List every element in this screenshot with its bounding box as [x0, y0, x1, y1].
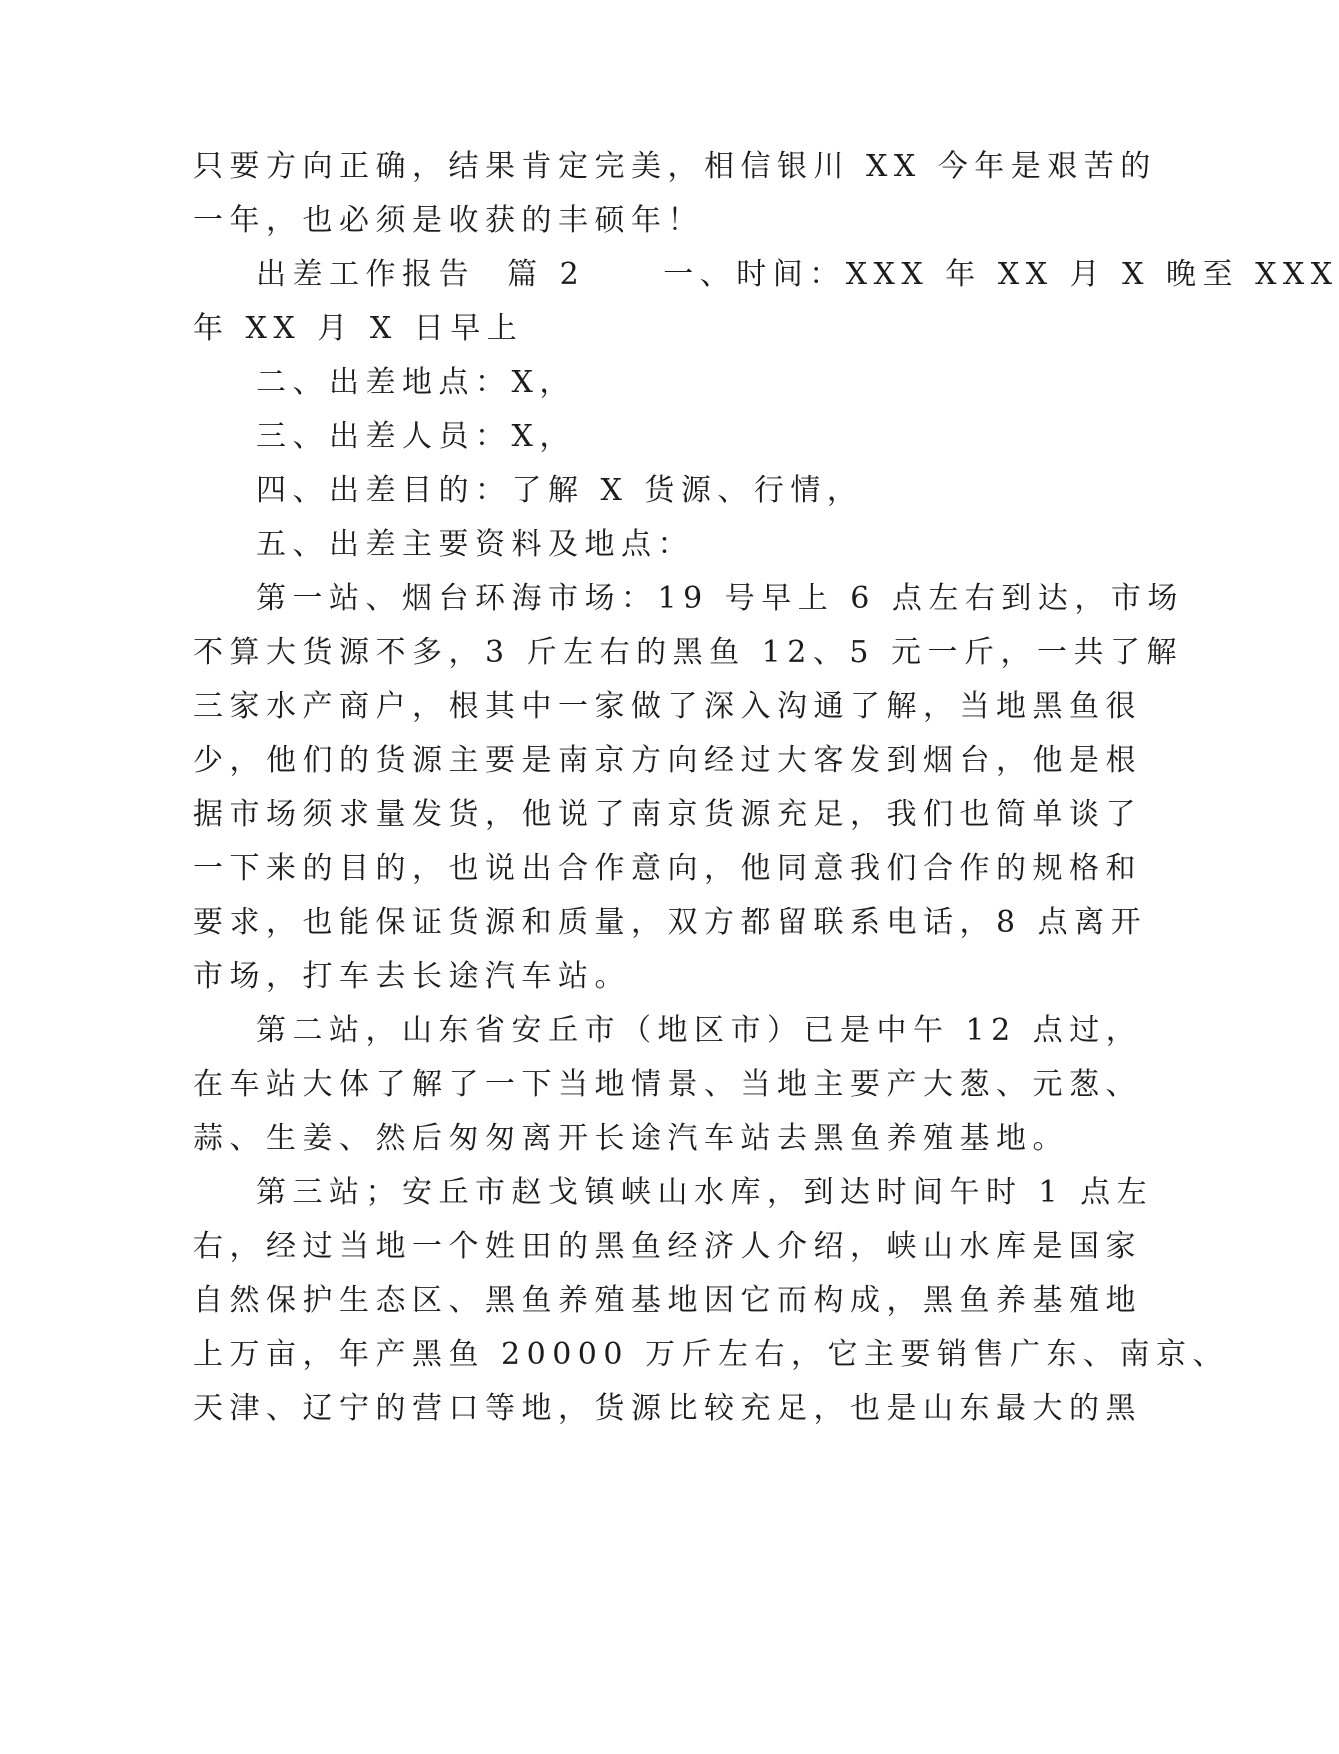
paragraph-line: 一下来的目的，也说出合作意向，他同意我们合作的规格和: [193, 851, 1142, 886]
paragraph-line: 二、出差地点：X，: [256, 365, 576, 400]
paragraph-line: 少，他们的货源主要是南京方向经过大客发到烟台，他是根: [193, 743, 1142, 778]
section-heading-line: [256, 255, 1339, 295]
paragraph-line: 三家水产商户，根其中一家做了深入沟通了解，当地黑鱼很: [193, 689, 1142, 724]
paragraph-line: 三、出差人员：X，: [256, 419, 576, 454]
paragraph-line: 上万亩，年产黑鱼 20000 万斤左右，它主要销售广东、南京、: [193, 1337, 1230, 1372]
paragraph-line: 第一站、烟台环海市场：19 号早上 6 点左右到达，市场: [256, 581, 1184, 616]
paragraph-line: 天津、辽宁的营口等地，货源比较充足，也是山东最大的黑: [193, 1391, 1142, 1426]
paragraph-line: 不算大货源不多，3 斤左右的黑鱼 12、5 元一斤，一共了解: [193, 635, 1183, 670]
paragraph-line: 只要方向正确，结果肯定完美，相信银川 XX 今年是艰苦的: [193, 149, 1157, 184]
paragraph-line: 蒜、生姜、然后匆匆离开长途汽车站去黑鱼养殖基地。: [193, 1121, 1069, 1156]
section-heading-title: 出差工作报告 篇 2: [256, 257, 586, 292]
paragraph-line: 一年，也必须是收获的丰硕年！: [193, 203, 704, 238]
paragraph-line: 第二站，山东省安丘市（地区市）已是中午 12 点过，: [256, 1013, 1143, 1048]
section-heading-time: 一、时间：XXX 年 XX 月 X 晚至 XXX: [663, 257, 1339, 292]
paragraph-line: 四、出差目的：了解 X 货源、行情，: [256, 473, 864, 508]
paragraph-line: 五、出差主要资料及地点：: [256, 527, 694, 562]
paragraph-line: 据市场须求量发货，他说了南京货源充足，我们也简单谈了: [193, 797, 1142, 832]
paragraph-line: 在车站大体了解了一下当地情景、当地主要产大葱、元葱、: [193, 1067, 1142, 1102]
paragraph-line: 右，经过当地一个姓田的黑鱼经济人介绍，峡山水库是国家: [193, 1229, 1142, 1264]
paragraph-line: 第三站；安丘市赵戈镇峡山水库，到达时间午时 1 点左: [256, 1175, 1154, 1210]
paragraph-line: 市场，打车去长途汽车站。: [193, 959, 631, 994]
paragraph-line: 年 XX 月 X 日早上: [193, 311, 524, 346]
paragraph-line: 自然保护生态区、黑鱼养殖基地因它而构成，黑鱼养基殖地: [193, 1283, 1142, 1318]
paragraph-line: 要求，也能保证货源和质量，双方都留联系电话，8 点离开: [193, 905, 1148, 940]
